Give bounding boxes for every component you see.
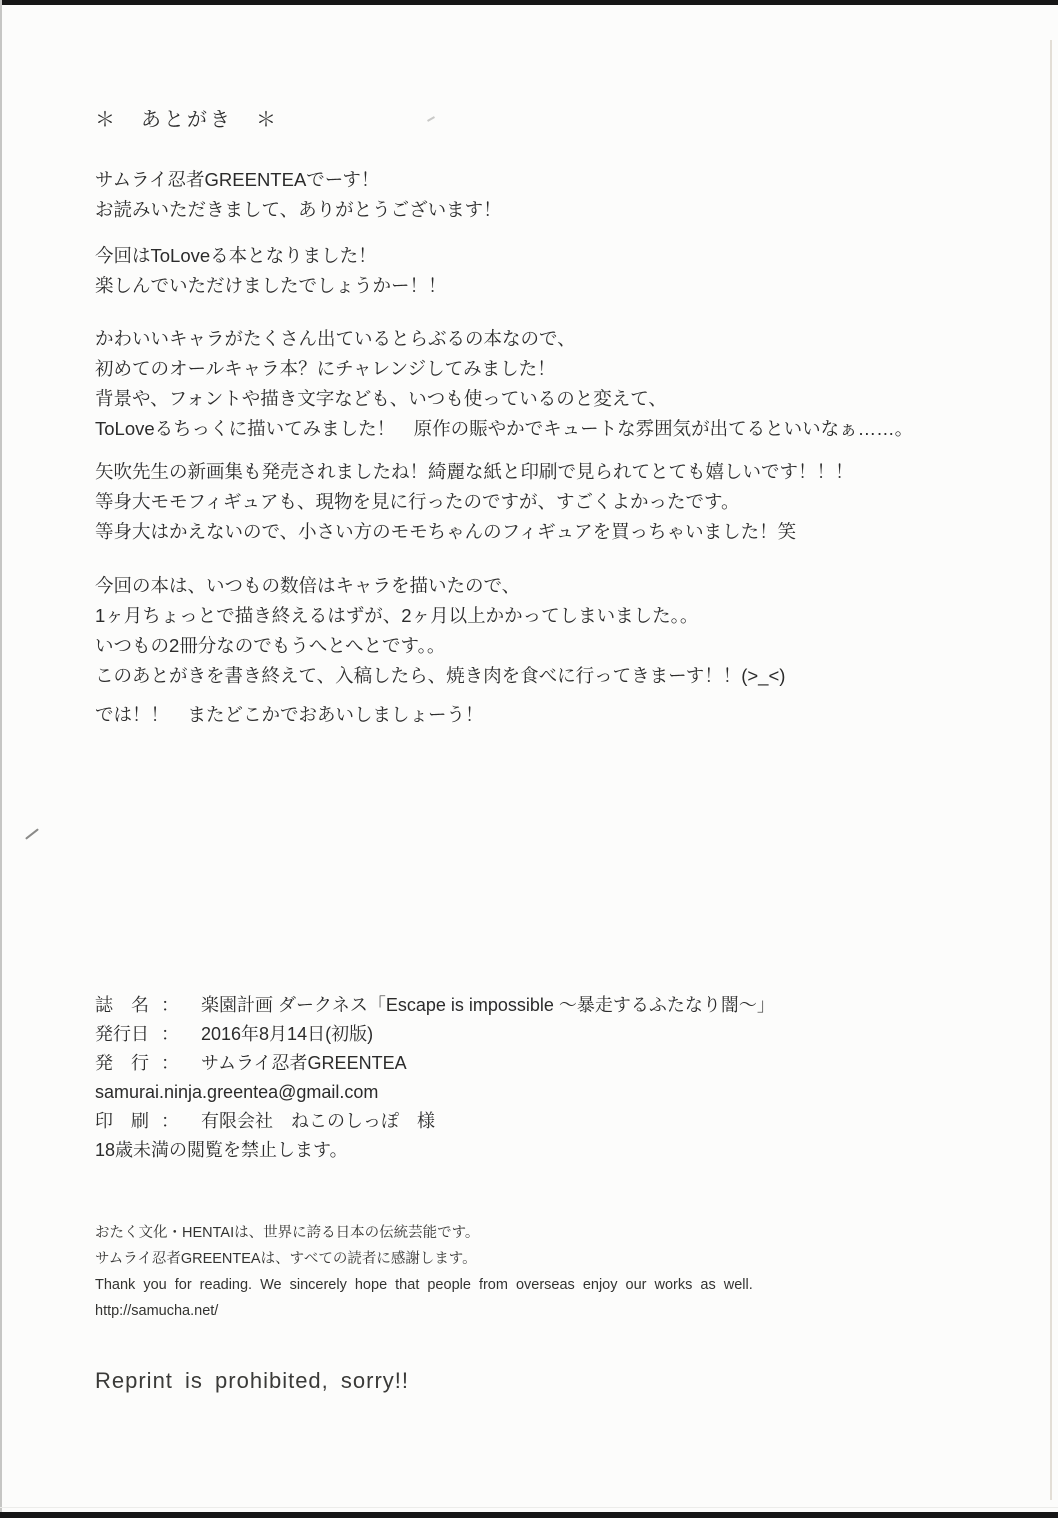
age-restriction-text: 18歳未満の閲覧を禁止します。 [95,1140,348,1160]
colophon-label: 印 刷 [95,1111,149,1131]
text-line: サムライ忍者GREENTEAでーす！ [95,169,380,190]
colophon-label: 発行日 [95,1024,149,1044]
scan-edge-left [0,0,2,1518]
text-line: 等身大モモフィギュアも、現物を見に行ったのですが、すごくよかったです。 [95,491,740,512]
note-line-otaku-culture: おたく文化・HENTAIは、世界に誇る日本の伝統芸能です。 [95,1225,480,1241]
contact-email-text: samurai.ninja.greentea@gmail.com [95,1082,379,1102]
afterword-paragraph-all-chara [95,324,913,444]
colophon-row-title [95,991,775,1020]
text-line: お読みいただきまして、ありがとうございます！ [95,199,502,220]
colophon-colon: ： [161,995,179,1015]
colophon-value-printer: 有限会社 ねこのしっぽ 様 [201,1111,435,1131]
afterword-paragraph-book-intro [95,241,447,301]
reprint-prohibited-notice: Reprint is prohibited, sorry!! [95,1368,409,1393]
colophon-colon: ： [161,1053,179,1073]
text-line: いつもの2冊分なのでもうへとへとです。。 [95,635,446,656]
website-url-text: http://samucha.net/ [95,1303,219,1319]
text-line: 背景や、フォントや描き文字なども、いつも使っているのと変えて、 [95,388,667,409]
text-line: 1ヶ月ちょっとで描き終えるはずが、2ヶ月以上かかってしまいました。。 [95,605,699,626]
colophon-value-publish-date: 2016年8月14日(初版) [201,1024,374,1044]
colophon-row-publisher [95,1049,775,1078]
note-line-english-thanks: Thank you for reading. We sincerely hope that people from overseas enjoy our works as well. [95,1277,753,1293]
afterword-paragraph-greeting [95,165,502,225]
text-line: 今回はToLoveる本となりました！ [95,245,377,266]
text-line: では！！ またどこかでおあいしましょーう！ [95,704,484,725]
scan-edge-right [1050,40,1052,1500]
scan-edge-bottom-shadow [0,1507,1058,1508]
scan-edge-bottom [0,1512,1058,1518]
text-line: 今回の本は、いつもの数倍はキャラを描いたので、 [95,575,521,596]
colophon-row-printer [95,1107,775,1136]
afterword-paragraph-artbook-figure [95,457,854,547]
afterword-paragraph-work-effort [95,571,785,691]
colophon-colon: ： [161,1024,179,1044]
colophon-colon: ： [161,1111,179,1131]
text-line: 楽しんでいただけましたでしょうかー！！ [95,275,447,296]
text-line: かわいいキャラがたくさん出ているとらぶるの本なので、 [95,328,576,349]
colophon-value-book-title: 楽園計画 ダークネス「Escape is impossible ～暴走するふたなり闇～」 [201,995,775,1015]
text-line: 等身大はかえないので、小さい方のモモちゃんのフィギュアを買っちゃいました！笑 [95,521,797,542]
colophon-row-email [95,1078,775,1107]
text-line: 矢吹先生の新画集も発売されましたね！綺麗な紙と印刷で見られてとても嬉しいです！！！ [95,461,854,482]
colophon-block [95,991,775,1165]
scan-artifact-mark [25,828,39,839]
colophon-label: 誌 名 [95,995,149,1015]
scan-edge-top [0,0,1058,5]
afterword-heading: ＊ あとがき ＊ [95,109,279,131]
afterword-paragraph-farewell [95,700,484,730]
colophon-row-publish-date [95,1020,775,1049]
note-line-thanks-readers: サムライ忍者GREENTEAは、すべての読者に感謝します。 [95,1251,477,1267]
colophon-row-age-restriction [95,1136,775,1165]
colophon-value-publisher: サムライ忍者GREENTEA [201,1053,407,1073]
reader-notes-block [95,1220,753,1324]
text-line: 初めてのオールキャラ本？にチャレンジしてみました！ [95,358,556,379]
text-line: このあとがきを書き終えて、入稿したら、焼き肉を食べに行ってきまーす！！(>_<) [95,665,786,686]
text-line: ToLoveるちっくに描いてみました！ 原作の賑やかでキュートな雰囲気が出てるといいなぁ……。 [95,418,914,439]
scan-artifact-mark-small [427,116,435,122]
colophon-label: 発 行 [95,1053,149,1073]
